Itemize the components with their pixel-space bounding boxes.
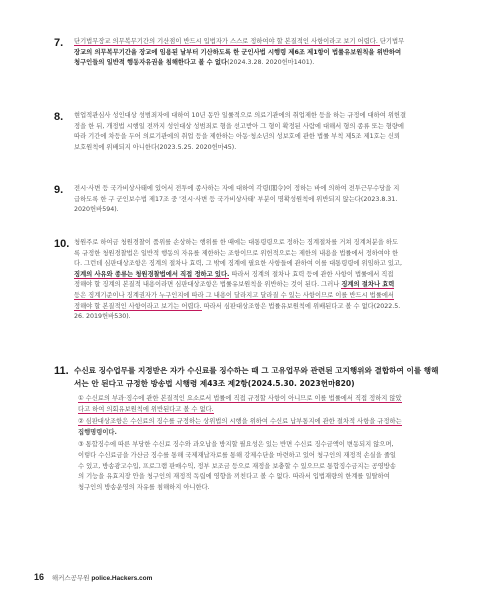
text-line [74, 259, 472, 270]
item-number: 8. [54, 111, 64, 123]
text-line [74, 195, 472, 206]
text-run: 따라서 징계의 절차나 효력 등에 관한 사항이 법률에서 직접 [229, 270, 394, 278]
list-item [78, 417, 472, 438]
list-item [78, 394, 472, 415]
text-run: 청구인의 방송운영의 자유를 침해하지 아니한다. [78, 483, 210, 491]
text-line [74, 291, 472, 302]
text-run: 정을 한 뒤, 개정법 시행일 전까지 성인대상 성범죄로 형을 선고받아 그 형이 확정된 사람에 대해서 형의 종류 또는 형량에 [74, 122, 405, 130]
text-run: 2020헌바594). [74, 206, 119, 214]
text-line [78, 428, 472, 439]
text-line [74, 132, 472, 143]
text-line [74, 122, 472, 133]
text-line [74, 48, 472, 59]
text-run: 의 기능을 유효지장 안을 청구인의 재정적 독립에 영향을 끼친다고 볼 수 없다. 따라서 입법재량의 한계를 일탈하여 [78, 473, 390, 481]
case-item-7 [54, 37, 472, 69]
text-run: 현업적관심사 성인대상 성범죄자에 대하여 10년 동안 일률적으로 의료기관에의 취업제한 등을 하는 규정에 대하여 위헌결 [74, 112, 407, 119]
question-line: 서는 안 된다고 규정한 방송법 시행령 제43조 제2항(2024.5.30. 2023헌마820) [74, 378, 355, 388]
text-run: 정해야 할 징계의 본질적 내용이라면 심판대상조항은 법률유보원칙을 위반하는 것이 된다. 그러나 [74, 281, 342, 289]
text-run: 전시·사변 등 국가비상사태에 있어서 전투에 종사하는 자에 대하여 각령(閣令)이 정하는 바에 의하여 전투근무수당을 지 [74, 185, 400, 192]
case-item-10 [54, 238, 472, 323]
text-run: 장교의 의무복무기간을 장교에 임용된 날부터 기산하도록 한 군인사법 시행령 제6조 제1항이 법률유보원칙을 위반하여 [74, 48, 402, 56]
text-run: (2024.3.28. 2020헌마1401). [227, 59, 315, 67]
text-run: 이렇다 수신료금을 가산금 징수를 통해 국제재납자로를 통해 강제수단을 마련하고 있어 청구인의 재정적 손실을 줄일 [78, 451, 396, 459]
text-run: 단기법무 [379, 38, 405, 45]
text-run: 청원주로 하여금 청원경찰이 품위를 손상하는 행위를 한 때에는 대통령령으로 정하는 징계절차를 거쳐 징계처분을 하도 [74, 239, 399, 246]
brand-name: 해커스공무원 [51, 575, 90, 582]
text-run: 26. 2019헌바530). [74, 313, 131, 321]
text-line [78, 451, 472, 462]
text-line [74, 184, 472, 195]
underlined-text: 단기법무장교 의무복무기간의 기산점이 반드시 입법자가 스스로 정하여야 할 본질적인 사항이라고 보기 어렵다. [74, 38, 380, 45]
answer-list [78, 394, 472, 493]
text-line [74, 312, 472, 323]
item-body [74, 37, 472, 69]
underlined-text: 징계의 절차나 효력 [341, 281, 395, 289]
text-line [74, 238, 472, 249]
text-run: 집행명령이다. [78, 428, 117, 436]
underlined-text: 징계의 사유와 종류는 청원경찰법에서 직접 정하고 있다. [74, 270, 230, 278]
text-run: ③ 통합징수에 따른 부당한 수신료 징수와 과오납을 방지할 필요성은 있는 반면 수신료 징수금액이 변동되지 않으며, [78, 441, 394, 449]
list-item [78, 440, 472, 493]
text-line [74, 280, 472, 291]
text-line [78, 440, 472, 451]
item-body [74, 238, 472, 323]
text-line [74, 302, 472, 313]
text-line [74, 37, 472, 48]
item-body [74, 111, 472, 153]
underlined-text: ① 수신료의 부과·징수에 관한 본질적인 요소로서 법률에 직접 규정할 사항이 아니므로 이를 법률에서 직접 정하지 않았 [78, 395, 402, 402]
text-line [78, 394, 472, 405]
page-footer [34, 572, 152, 582]
text-run: 록 규정한 청원경찰법은 일반적 행동의 자유를 제한하는 조항이므로 위헌적으로는 제한의 내용을 법률에서 정하여야 한 [74, 249, 399, 257]
text-run: 보호원칙에 위배되지 아니한다(2023.5.25. 2020헌마45). [74, 143, 237, 151]
text-run: 청구인들의 일반적 행동자유권을 침해한다고 볼 수 없다 [74, 59, 228, 67]
text-line [74, 111, 472, 122]
text-run: 급하도록 한 구 군인보수법 제17조 중 '전시·사변 등 국가비상사태' 부분이 명확성원칙에 위반되지 않는다(2023.8.31. [74, 195, 398, 203]
text-line [74, 143, 472, 154]
text-line [74, 58, 472, 69]
underlined-text: 다고 하여 의회유보원칙에 위반된다고 볼 수 없다. [78, 405, 214, 413]
item-number: 9. [54, 184, 64, 196]
page-number: 16 [34, 572, 45, 582]
text-line [78, 483, 472, 494]
case-item-9 [54, 184, 472, 216]
underlined-text: 정해야 할 본질적인 사항이라고 보기는 어렵다. [74, 302, 202, 310]
underlined-text: 등은 징계기준이나 징계권자가 누구인지에 따라 그 내용이 달라지고 달라질 수 있는 사항이므로 이를 반드시 법률에서 [74, 291, 394, 299]
text-line [78, 462, 472, 473]
item-question [74, 365, 472, 390]
item-body [74, 184, 472, 216]
text-line [74, 205, 472, 216]
underlined-text: ② 심판대상조항은 수신료의 징수를 규정하는 상위법의 시행을 위하여 수신료 납부통지에 관한 절차적 사항을 규정하는 [78, 418, 402, 426]
case-item-11 [54, 365, 472, 495]
item-number: 7. [54, 37, 64, 49]
text-line [74, 249, 472, 260]
item-number: 11. [54, 365, 69, 377]
text-line [78, 417, 472, 428]
item-number: 10. [54, 238, 70, 250]
text-run: 따라 기간에 차등을 두어 의료기관에의 취업 등을 제한하는 아동·청소년의 성보호에 관한 법률 부칙 제5조 제1호는 신뢰 [74, 133, 400, 141]
text-line [74, 270, 472, 281]
text-run: 따라서 심판대상조항은 법률유보원칙에 위배된다고 볼 수 없다(2022.5. [201, 302, 401, 310]
question-line: 수신료 징수업무를 지정받은 자가 수신료를 징수하는 때 그 고유업무와 관련된 고지행위와 결합하여 이를 행해 [74, 366, 439, 375]
case-item-8 [54, 111, 472, 153]
text-line [78, 472, 472, 483]
text-run: 다. 그런데 심판대상조항은 징계의 절차나 효력, 그 밖에 징계에 필요한 사항들에 관하여 이를 대통령령에 위임하고 있고, [74, 260, 403, 268]
site-url: police.Hackers.com [91, 575, 153, 582]
text-line [78, 405, 472, 416]
text-run: 수 있고, 방송광고수입, 프로그램 판매수익, 정부 보조금 등으로 재정을 보충할 수 있으므로 통합징수금지는 공영방송 [78, 462, 396, 470]
